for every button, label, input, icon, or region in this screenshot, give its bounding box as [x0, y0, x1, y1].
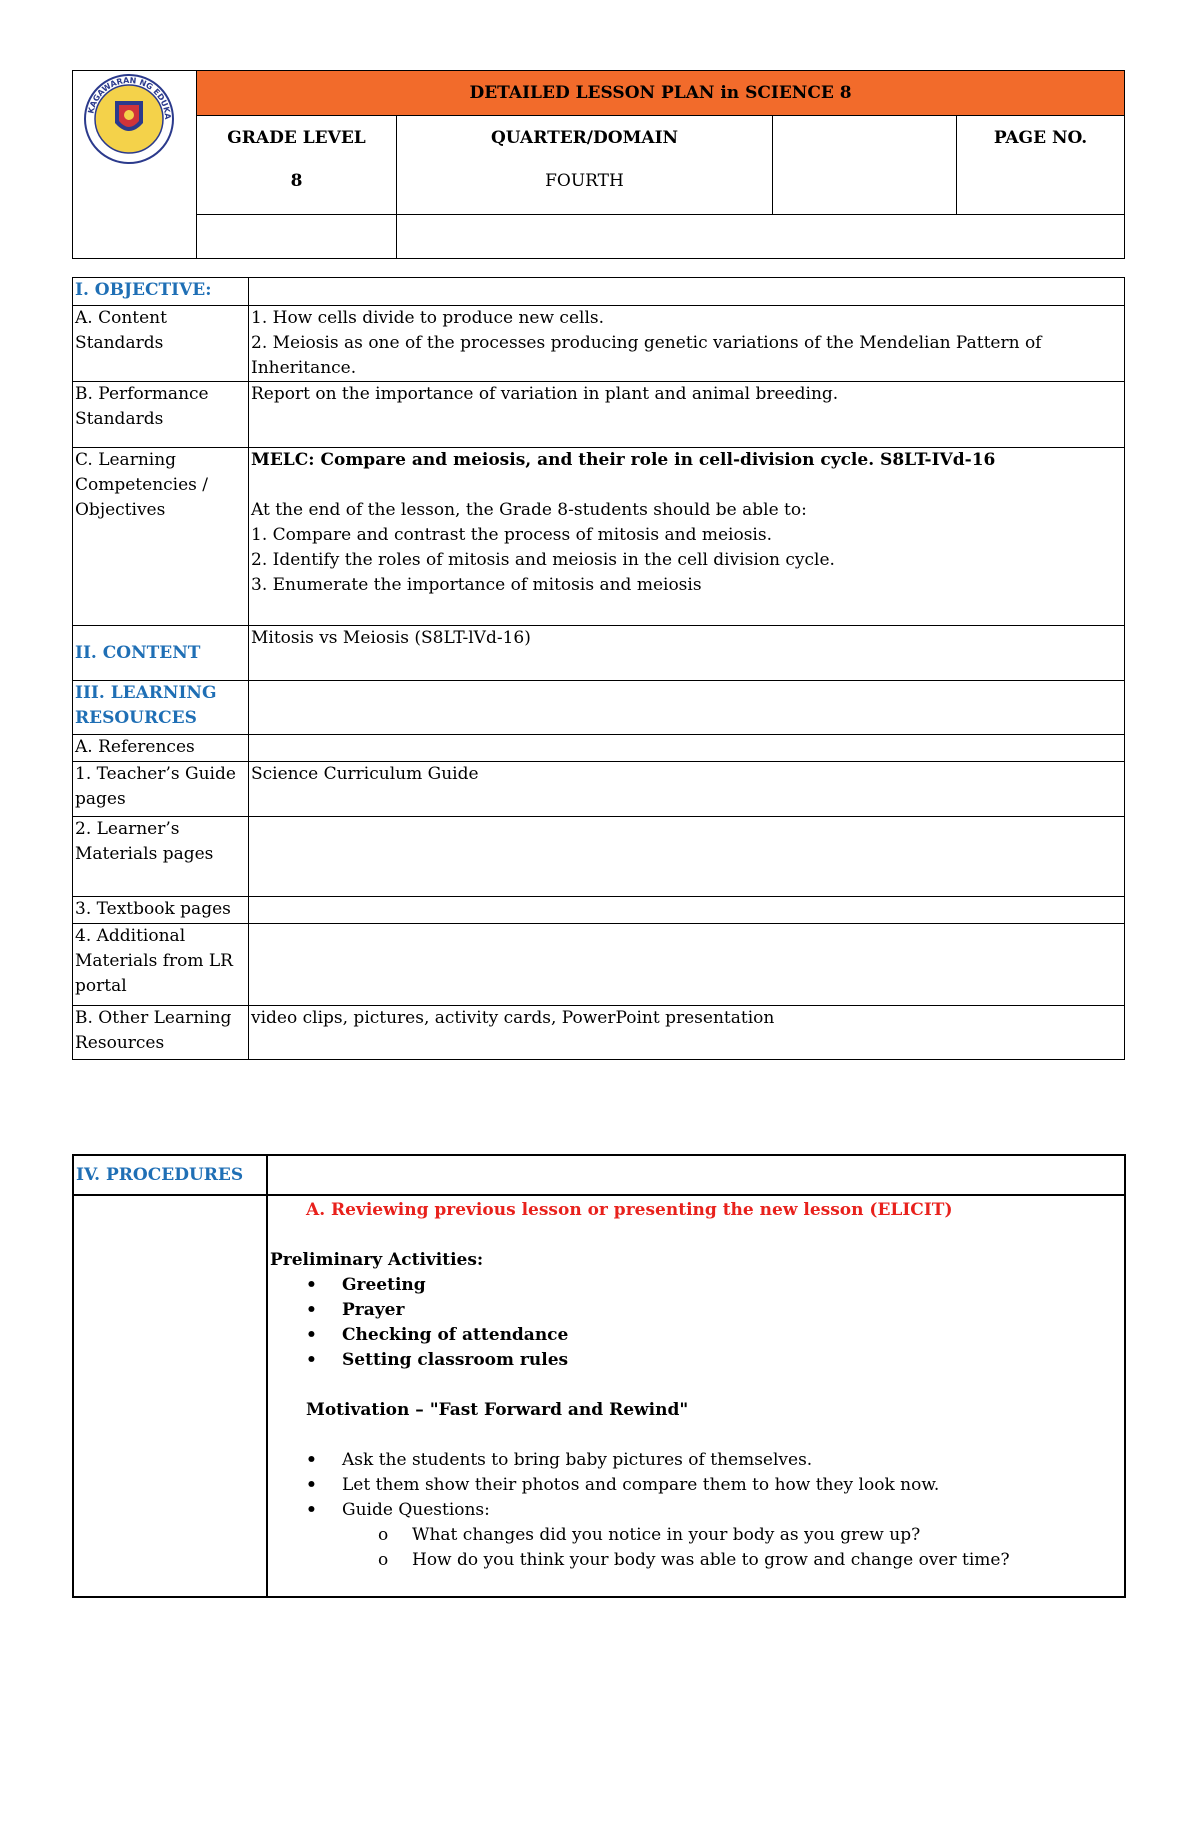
- list-item: • Let them show their photos and compare them to how they look now.: [270, 1473, 1122, 1498]
- motivation-heading: Motivation – "Fast Forward and Rewind": [306, 1400, 689, 1420]
- procedures-heading: IV. PROCEDURES: [73, 1155, 267, 1195]
- objective-heading: I. OBJECTIVE:: [73, 278, 249, 306]
- header-blank-cell-1: [197, 215, 397, 259]
- content-standard-2: 2. Meiosis as one of the processes producing genetic variations of the Mendelian Pattern of Inheritance.: [251, 333, 1042, 378]
- list-item: • Ask the students to bring baby pictures of themselves.: [270, 1448, 1122, 1473]
- performance-standards-value: Report on the importance of variation in plant and animal breeding.: [249, 382, 1125, 448]
- content-heading: II. CONTENT: [73, 626, 249, 681]
- motivation-list: [270, 1448, 1122, 1573]
- procedures-left-blank: [73, 1195, 267, 1597]
- other-resources-value: video clips, pictures, activity cards, PowerPoint presentation: [249, 1006, 1125, 1060]
- list-item: • Guide Questions:: [270, 1498, 1122, 1523]
- textbook-pages-blank: [249, 897, 1125, 924]
- procedures-table: [72, 1154, 1126, 1598]
- preliminary-heading: Preliminary Activities:: [270, 1250, 484, 1270]
- grade-level-cell: [197, 116, 397, 215]
- competencies-label: C. Learning Competencies / Objectives: [73, 448, 249, 626]
- list-item: • Greeting: [270, 1273, 1122, 1298]
- additional-materials-label: 4. Additional Materials from LR portal: [73, 924, 249, 1006]
- blank-header-cell: [773, 116, 957, 215]
- content-standards-value: [249, 306, 1125, 382]
- content-value: Mitosis vs Meiosis (S8LT-lVd-16): [249, 626, 1125, 681]
- guide-question: o How do you think your body was able to grow and change over time?: [270, 1548, 1122, 1573]
- list-item: • Setting classroom rules: [270, 1348, 1122, 1373]
- guide-question: o What changes did you notice in your body as you grew up?: [270, 1523, 1122, 1548]
- quarter-cell: [397, 116, 773, 215]
- objective-item: 3. Enumerate the importance of mitosis and meiosis: [251, 575, 702, 595]
- references-label: A. References: [73, 735, 249, 762]
- objective-item: 2. Identify the roles of mitosis and meiosis in the cell division cycle.: [251, 550, 835, 570]
- melc-text: MELC: Compare and meiosis, and their role in cell-division cycle. S8LT-IVd-16: [251, 450, 996, 470]
- header-table: [72, 70, 1125, 259]
- objective-item: 1. Compare and contrast the process of mitosis and meiosis.: [251, 525, 772, 545]
- teachers-guide-label: 1. Teacher’s Guide pages: [73, 762, 249, 817]
- list-item: • Prayer: [270, 1298, 1122, 1323]
- learners-materials-label: 2. Learner’s Materials pages: [73, 817, 249, 897]
- other-resources-label: B. Other Learning Resources: [73, 1006, 249, 1060]
- additional-materials-blank: [249, 924, 1125, 1006]
- content-standards-label: A. Content Standards: [73, 306, 249, 382]
- content-standard-1: 1. How cells divide to produce new cells.: [251, 308, 605, 328]
- elicit-heading: A. Reviewing previous lesson or presenting the new lesson (ELICIT): [306, 1200, 953, 1220]
- teachers-guide-value: Science Curriculum Guide: [249, 762, 1125, 817]
- page-no-cell: [957, 116, 1125, 215]
- learners-materials-blank: [249, 817, 1125, 897]
- deped-seal-logo: [73, 71, 193, 167]
- objectives-table: [72, 277, 1125, 1060]
- procedures-content: [267, 1195, 1125, 1597]
- header-blank-cell-2: [397, 215, 1125, 259]
- procedures-heading-blank: [267, 1155, 1125, 1195]
- quarter-label: QUARTER/DOMAIN: [490, 128, 679, 148]
- list-item: • Checking of attendance: [270, 1323, 1122, 1348]
- deped-logo-cell: [73, 71, 197, 259]
- grade-level-label: GRADE LEVEL: [227, 128, 366, 148]
- grade-level-value: 8: [290, 171, 303, 191]
- page-no-label: PAGE NO.: [993, 128, 1088, 148]
- objectives-intro: At the end of the lesson, the Grade 8-students should be able to:: [251, 500, 807, 520]
- resources-heading-blank: [249, 681, 1125, 735]
- svg-text:KAGAWARAN NG EDUKASYON: KAGAWARAN NG EDUKA: [86, 75, 173, 120]
- lesson-plan-title: DETAILED LESSON PLAN in SCIENCE 8: [197, 71, 1125, 116]
- textbook-pages-label: 3. Textbook pages: [73, 897, 249, 924]
- quarter-value: FOURTH: [545, 171, 624, 191]
- references-blank: [249, 735, 1125, 762]
- objective-heading-blank: [249, 278, 1125, 306]
- resources-heading: III. LEARNING RESOURCES: [73, 681, 249, 735]
- performance-standards-label: B. Performance Standards: [73, 382, 249, 448]
- competencies-value: [249, 448, 1125, 626]
- preliminary-list: [270, 1273, 1122, 1373]
